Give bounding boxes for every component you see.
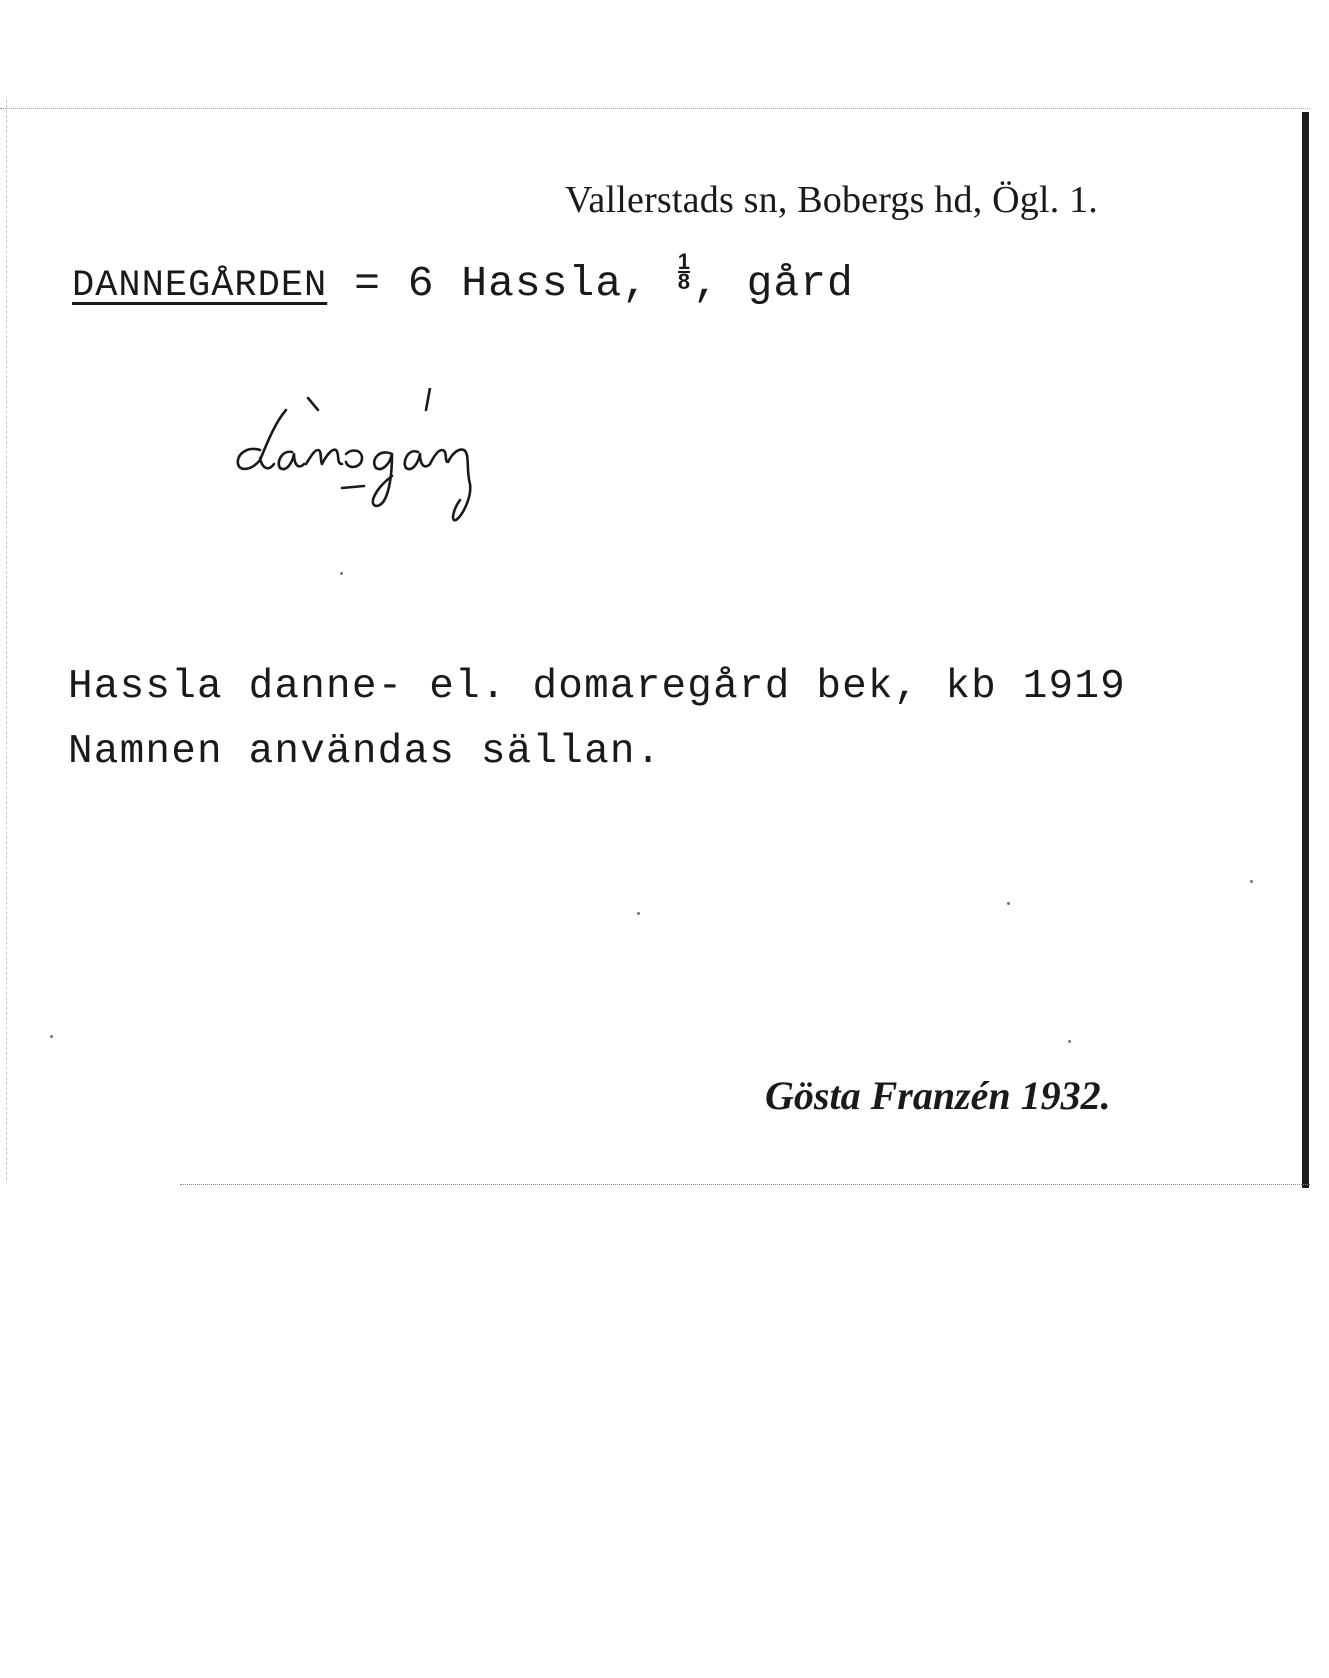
equals-sign: = [354,259,381,308]
card-right-edge [1302,112,1309,1188]
card-top-edge [0,108,1310,109]
paper-speck [340,572,343,575]
note-line-2: Namnen användas sällan. [68,729,662,775]
headword-line [72,249,854,308]
paper-speck [1068,1040,1071,1043]
signature: Gösta Franzén 1932. [765,1073,1111,1118]
entry-prefix: 6 Hassla, [407,259,649,308]
card-bottom-edge [180,1184,1310,1185]
fraction-numerator: 1 [677,249,691,274]
paper-speck [637,912,640,915]
note-line-1: Hassla danne- el. domaregård bek, kb 1919 [68,664,1126,710]
fraction-denominator: 8 [677,269,691,294]
fraction [677,249,691,294]
parish-location: Vallerstads sn, Bobergs hd, Ögl. 1. [565,179,1098,221]
paper-speck [1007,902,1010,905]
entry-suffix: , gård [693,259,854,308]
headword: DANNEGÅRDEN [72,265,328,307]
handwritten-pronunciation [230,388,560,528]
note-text [68,655,1126,785]
card-left-edge [6,100,7,1180]
paper-speck [1250,880,1253,883]
paper-speck [50,1035,53,1038]
